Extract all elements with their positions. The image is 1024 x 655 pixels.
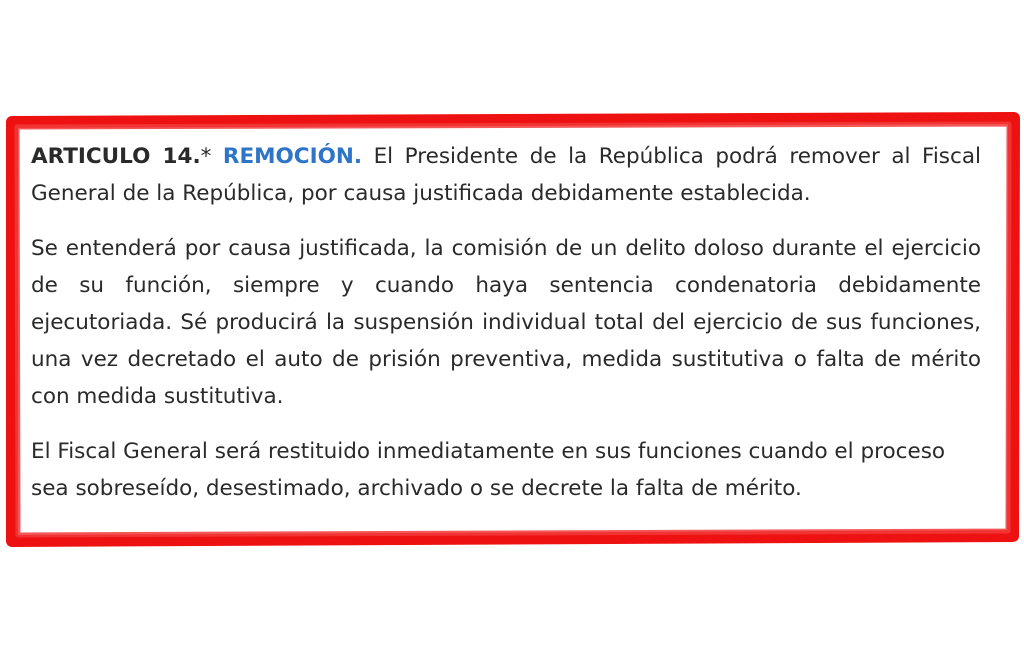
article-paragraph-1-text: El Presidente de la República podrá remover al Fiscal General de la República, por causa justificada debidamente establecida. xyxy=(31,144,981,206)
article-asterisk: * xyxy=(200,144,212,169)
article-paragraph-2: Se entenderá por causa justificada, la comisión de un delito doloso durante el ejercicio de su función, siempre y cuando haya sentencia condenatoria debidamente ejecutoriada. Sé producirá la suspensión individual total del ejercicio de sus funciones, una vez decretado el auto de prisión preventiva, medida sustitutiva o falta de mérito con medida sustitutiva. xyxy=(31,236,981,409)
article-paragraph-3: El Fiscal General será restituido inmediatamente en sus funciones cuando el proceso sea sobreseído, desestimado, archivado o se decrete la falta de mérito. xyxy=(31,439,946,501)
article-block xyxy=(31,138,981,507)
article-number: ARTICULO 14. xyxy=(31,144,201,169)
article-heading: REMOCIÓN. xyxy=(222,144,363,169)
article-paragraph-1 xyxy=(31,138,981,212)
